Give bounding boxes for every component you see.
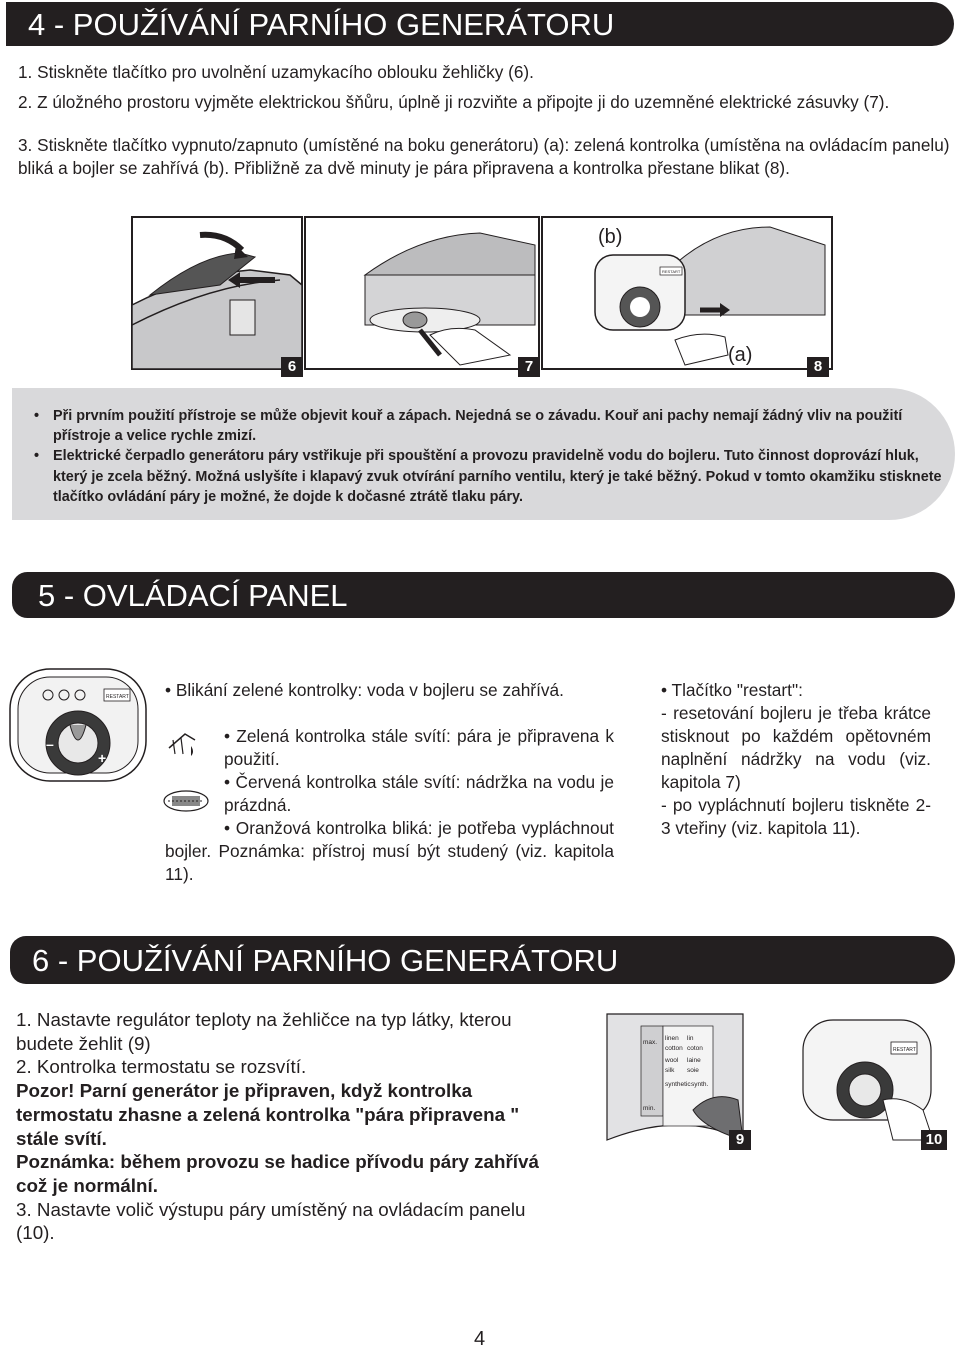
steam-ready-icon xyxy=(165,728,205,758)
panel-text-bullet1: • Blikání zelené kontrolky: voda v bojleru se zahřívá. xyxy=(165,680,564,700)
dial-synth: synth. xyxy=(691,1081,709,1088)
figure-9-label: 9 xyxy=(729,1130,751,1150)
section-4-header xyxy=(6,2,954,46)
dial-wool: wool xyxy=(665,1057,679,1064)
step-1: 1. Stiskněte tlačítko pro uvolnění uzamykacího oblouku žehličky (6). xyxy=(18,62,534,82)
figure-6-label: 6 xyxy=(281,357,303,377)
restart-text-line3: - po vypláchnutí bojleru tiskněte 2-3 vteřiny (viz. kapitola 11). xyxy=(661,795,931,838)
figure-10 xyxy=(785,1014,945,1140)
dial-synthetic: synthetic xyxy=(665,1081,691,1088)
dial-coton: coton xyxy=(687,1045,703,1052)
dial-lin: lin xyxy=(687,1035,694,1042)
dial-max: max. xyxy=(643,1039,658,1046)
section-5-title: 5 - OVLÁDACÍ PANEL xyxy=(38,578,348,613)
figure-8 xyxy=(542,217,832,369)
step-3: 3. Stiskněte tlačítko vypnuto/zapnuto (umístěné na boku generátoru) (a): zelená kontrolka (umístěna na ovládacím panelu) bliká a bojler se zahřívá (b). Přibližně za dvě minuty je pára připravena a kontrolka přestane blikat (8). xyxy=(18,135,950,178)
s6-bold1: Pozor! Parní generátor je připraven, když kontrolka termostatu zhasne a zelená kontrolka "pára připravena " stále svítí. xyxy=(16,1080,520,1149)
panel-text-bullet2: • Zelená kontrolka stále svítí: pára je připravena k použití. xyxy=(224,726,614,769)
figure-7-label: 7 xyxy=(518,357,540,377)
svg-text:–: – xyxy=(46,736,54,752)
step-2: 2. Z úložného prostoru vyjměte elektrickou šňůru, úplně ji rozviňte a připojte ji do uzemněné elektrické zásuvky (7). xyxy=(18,92,890,112)
figure-9 xyxy=(607,1014,743,1140)
restart-label-panel: RESTART xyxy=(106,694,129,700)
panel-text-bullet3: • Červená kontrolka stále svítí: nádržka na vodu je prázdná. xyxy=(224,772,614,815)
figure-8-label: 8 xyxy=(807,357,829,377)
restart-text-line1: • Tlačítko "restart": xyxy=(661,680,803,700)
section-4-title: 4 - POUŽÍVÁNÍ PARNÍHO GENERÁTORU xyxy=(28,7,615,42)
figures-9-10 xyxy=(603,1010,948,1150)
dial-min: min. xyxy=(643,1105,656,1112)
section-6-header xyxy=(10,936,955,984)
section-6-text xyxy=(16,1008,551,1245)
figure-10-label: 10 xyxy=(921,1130,947,1150)
panel-text-bullet4: • Oranžová kontrolka bliká: je potřeba vypláchnout bojler. Poznámka: přístroj musí být studený (viz. kapitola 11). xyxy=(165,818,614,884)
section-6-title: 6 - POUŽÍVÁNÍ PARNÍHO GENERÁTORU xyxy=(32,943,619,978)
s6-line3: 3. Nastavte volič výstupu páry umístěný na ovládacím panelu (10). xyxy=(16,1198,526,1244)
dial-silk: silk xyxy=(665,1067,675,1074)
page-number: 4 xyxy=(474,1328,486,1350)
figure-6 xyxy=(132,217,302,369)
first-use-note xyxy=(12,388,955,520)
s6-line1: 1. Nastavte regulátor teploty na žehličce na typ látky, kterou budete žehlit (9) xyxy=(16,1009,512,1054)
restart-label-fig8: RESTART xyxy=(662,269,681,274)
callout-a: (a) xyxy=(728,344,753,366)
dial-cotton: cotton xyxy=(665,1045,683,1052)
note-1: • Při prvním použití přístroje se může objevit kouř a zápach. Nejedná se o závadu. Kouř ani pachy nemají žádný vliv na použití přístroje a velice rychle zmizí. xyxy=(34,406,949,446)
section-5-header xyxy=(12,572,955,618)
callout-b: (b) xyxy=(598,226,623,248)
restart-label-fig10: RESTART xyxy=(893,1047,916,1053)
s6-line2: 2. Kontrolka termostatu se rozsvítí. xyxy=(16,1056,307,1078)
svg-text:+: + xyxy=(98,750,107,766)
restart-text-line2: - resetování bojleru je třeba krátce stisknout po každém opětovném naplnění nádržky na vodu (viz. kapitola 7) xyxy=(661,703,931,792)
note-2: • Elektrické čerpadlo generátoru páry vstřikuje při spouštění a provozu pravidelně vodu do bojleru. Tuto činnost doprovází hluk, který je zcela běžný. Možná uslyšíte i klapavý zvuk otvírání parního ventilu, který je také běžný. Pokud v tomto okamžiku stisknete tlačítko ovládání páry je možné, že dojde k dočasné ztrátě tlaku páry. xyxy=(34,446,949,507)
dial-laine: laine xyxy=(687,1057,701,1064)
dial-linen: linen xyxy=(665,1035,679,1042)
figure-7 xyxy=(305,217,539,369)
s6-bold2: Poznámka: během provozu se hadice přívodu páry zahřívá což je normální. xyxy=(16,1151,539,1196)
water-tank-icon xyxy=(160,787,212,815)
control-panel-illustration xyxy=(8,665,150,785)
steps-illustration xyxy=(130,215,835,380)
dial-soie: soie xyxy=(687,1067,699,1074)
